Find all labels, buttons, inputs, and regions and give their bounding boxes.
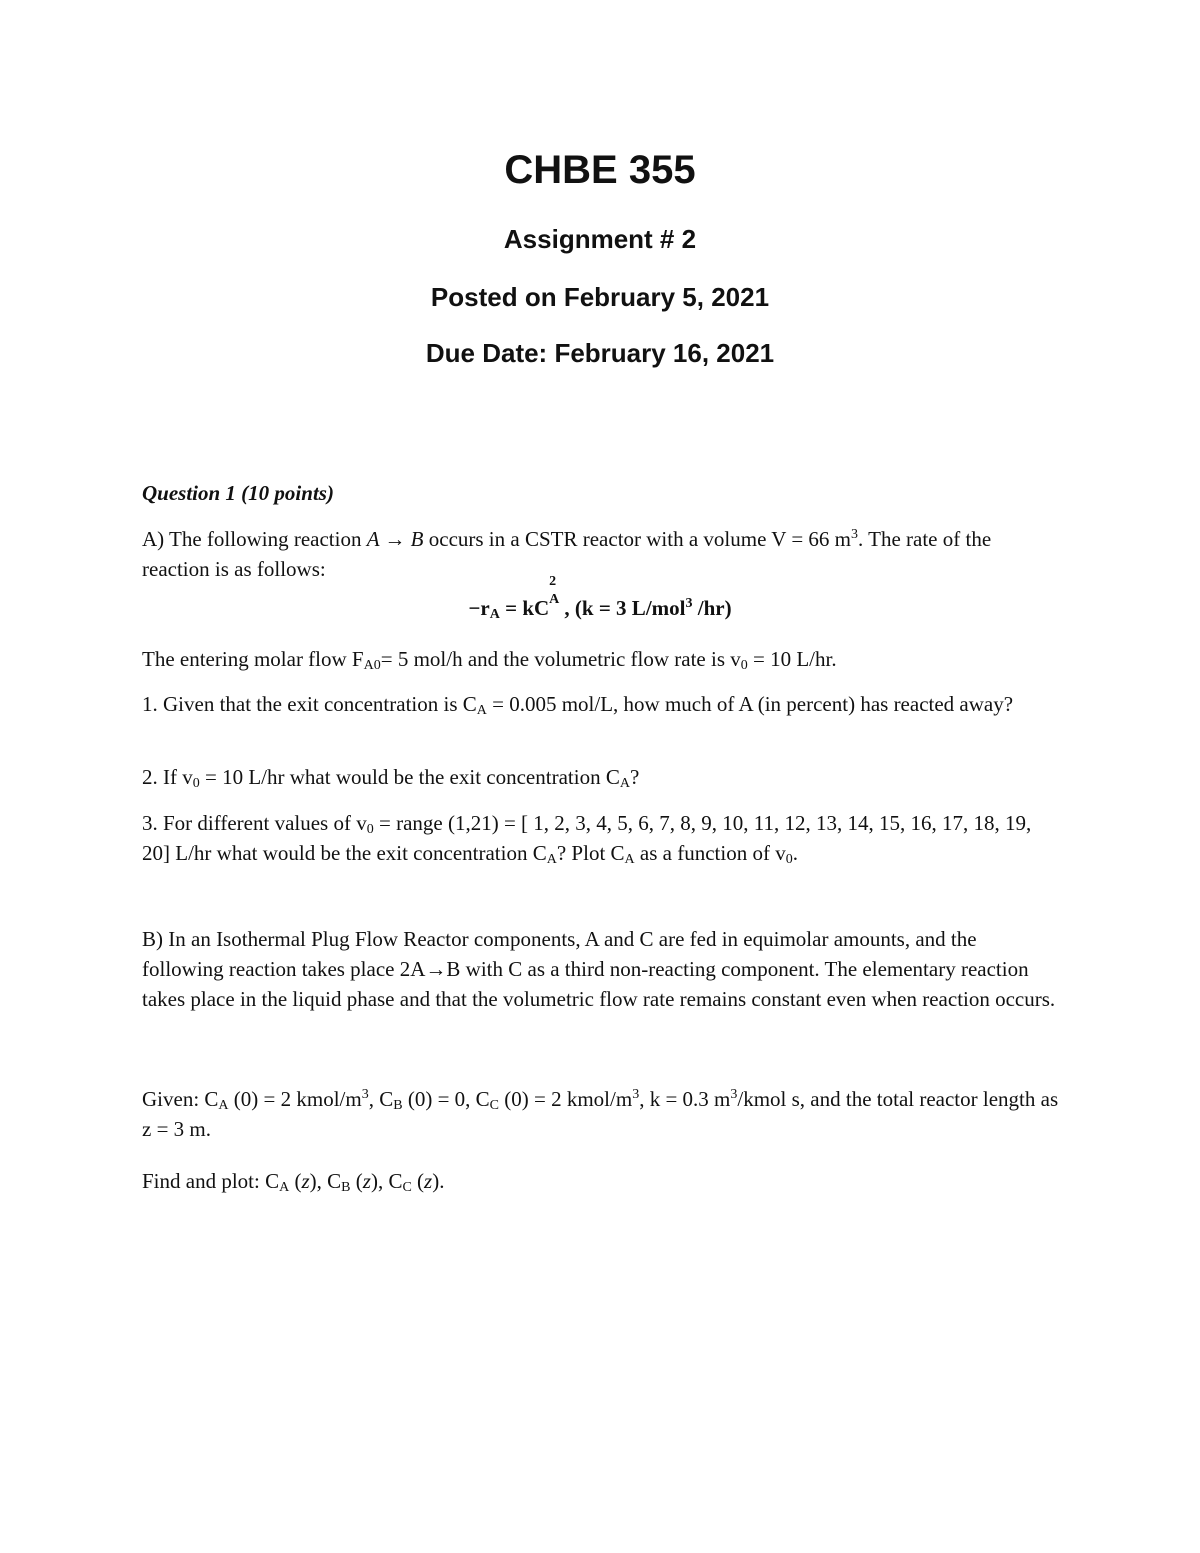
molar-flow-statement: The entering molar flow $F_{A0}= 5$ mol/h and the volumetric flow rate is $v_0 = 10$ L/hr. — [142, 647, 837, 673]
question-1-heading: Question 1 (10 points) — [142, 481, 334, 505]
question-item-3: 3. For different values of $v_0$ = range (1,21) = [ 1, 2, 3, 4, 5, 6, 7, 8, 9, 10, 11, 12, 13, 14, 15, 16, 17, 18, 19, 20] L/hr what would be the exit concentration $C_A$? Plot $C_A$ as a function of $v_0$. — [142, 811, 1032, 867]
part-a-intro: A) The following reaction A → B occurs in a CSTR reactor with a volume V = 66 $m^3$. The rate of the reaction is as follows: — [142, 527, 992, 581]
question-item-1: 1. Given that the exit concentration is $C_A = 0.005$ mol/L, how much of A (in percent) has reacted away? — [142, 692, 1014, 718]
due-date: Due Date: February 16, 2021 — [425, 338, 775, 368]
given-values: Given: $C_A$ (0) = 2 kmol/$m^3$, $C_B$ (0) = 0, $C_C$ (0) = 2 kmol/$m^3$, k = 0.3 $m^3$/kmol s, and the total reactor length as z = 3 m. — [142, 1087, 1059, 1141]
posted-date: Posted on February 5, 2021 — [430, 282, 770, 312]
question-item-2: 2. If $v_0 = 10$ L/hr what would be the exit concentration $C_A$? — [142, 765, 640, 791]
reaction-expression: A → B — [366, 527, 424, 551]
part-b-paragraph: B) In an Isothermal Plug Flow Reactor components, A and C are fed in equimolar amounts, and the following reaction takes place 2A→B with C as a third non-reacting component. The elementary reaction takes place in the liquid phase and that the volumetric flow rate remains constant even when reaction occurs. — [142, 927, 1056, 1011]
rate-equation: $-r_A$ = kC 2 A , (k = 3 L/mol$^3$ /hr) — [468, 574, 732, 622]
assignment-number: Assignment # 2 — [503, 224, 697, 254]
course-title: CHBE 355 — [504, 148, 696, 192]
find-and-plot: Find and plot: $C_A$ (z), $C_B$ (z), $C_C$ (z). — [142, 1169, 445, 1195]
